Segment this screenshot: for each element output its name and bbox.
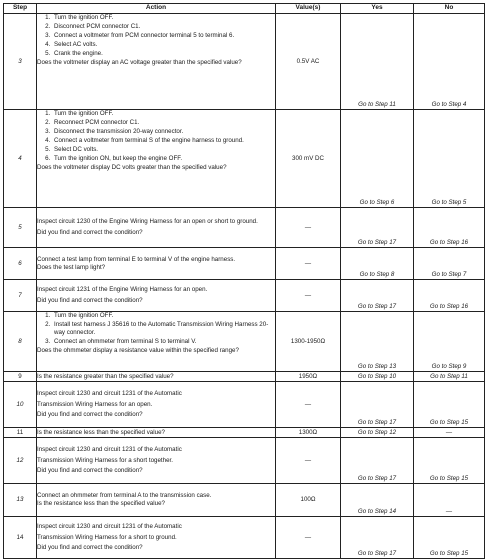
action-cell	[37, 372, 276, 382]
action-text: Inspect circuit 1230 and circuit 1231 of the Automatic	[37, 522, 182, 530]
list-item: 3. Disconnect the transmission 20-way connector.	[52, 128, 275, 136]
step-number: 9	[4, 372, 37, 382]
action-list	[37, 312, 275, 346]
no-cell: Go to Step 16	[414, 208, 485, 248]
action-text: Inspect circuit 1231 of the Engine Wiring Harness for an open.	[37, 286, 208, 294]
action-text: Connect a test lamp from terminal E to terminal V of the engine harness.	[37, 255, 236, 263]
no-cell: Go to Step 15	[414, 382, 485, 428]
table-row	[4, 110, 485, 208]
action-text: Inspect circuit 1230 of the Engine Wiring Harness for an open or short to ground.	[37, 218, 258, 226]
action-cell	[37, 428, 276, 438]
list-item: 1. Turn the ignition OFF.	[52, 110, 275, 118]
step-number: 8	[4, 312, 37, 372]
header-values: Value(s)	[276, 4, 341, 14]
question-text: Did you find and correct the condition?	[37, 467, 143, 475]
step-number: 7	[4, 280, 37, 312]
table-row	[4, 248, 485, 280]
value-cell: —	[276, 208, 341, 248]
header-yes: Yes	[341, 4, 414, 14]
step-number: 3	[4, 14, 37, 110]
no-cell: —	[414, 484, 485, 517]
header-no: No	[414, 4, 485, 14]
action-cell	[37, 110, 276, 208]
action-text: Transmission Wiring Harness for an open.	[37, 400, 153, 408]
no-cell: Go to Step 7	[414, 248, 485, 280]
table-row	[4, 312, 485, 372]
action-cell	[37, 517, 276, 559]
step-number: 10	[4, 382, 37, 428]
table-row	[4, 438, 485, 484]
no-cell: —	[414, 428, 485, 438]
action-list	[37, 14, 275, 58]
question-text: Does the voltmeter display DC volts greater than the specified value?	[37, 163, 227, 171]
step-number: 13	[4, 484, 37, 517]
value-cell: —	[276, 382, 341, 428]
header-step: Step	[4, 4, 37, 14]
action-cell	[37, 312, 276, 372]
step-number: 12	[4, 438, 37, 484]
list-item: 4. Select AC volts.	[52, 41, 275, 49]
value-cell: 0.5V AC	[276, 14, 341, 110]
yes-cell: Go to Step 14	[341, 484, 414, 517]
value-cell: —	[276, 517, 341, 559]
yes-cell: Go to Step 17	[341, 438, 414, 484]
yes-cell: Go to Step 17	[341, 517, 414, 559]
question-text: Is the resistance less than the specified value?	[37, 428, 165, 436]
action-cell	[37, 382, 276, 428]
question-text: Did you find and correct the condition?	[37, 411, 143, 419]
no-cell: Go to Step 9	[414, 312, 485, 372]
list-item: 3. Connect an ohmmeter from terminal S to terminal V.	[52, 338, 275, 346]
no-cell: Go to Step 11	[414, 372, 485, 382]
table-row	[4, 280, 485, 312]
list-item: 5. Select DC volts.	[52, 146, 275, 154]
yes-cell: Go to Step 13	[341, 312, 414, 372]
yes-cell: Go to Step 10	[341, 372, 414, 382]
no-cell: Go to Step 5	[414, 110, 485, 208]
value-cell: —	[276, 438, 341, 484]
yes-cell: Go to Step 17	[341, 208, 414, 248]
table-row	[4, 372, 485, 382]
action-cell	[37, 208, 276, 248]
question-text: Does the voltmeter display an AC voltage greater than the specified value?	[37, 58, 242, 66]
step-number: 5	[4, 208, 37, 248]
step-number: 4	[4, 110, 37, 208]
no-cell: Go to Step 4	[414, 14, 485, 110]
table-row	[4, 14, 485, 110]
value-cell: 1300Ω	[276, 428, 341, 438]
question-text: Did you find and correct the condition?	[37, 544, 143, 552]
step-number: 14	[4, 517, 37, 559]
list-item: 2. Install test harness J 35616 to the Automatic Transmission Wiring Harness 20-way connector.	[52, 321, 275, 337]
yes-cell: Go to Step 12	[341, 428, 414, 438]
question-text: Does the test lamp light?	[37, 263, 106, 271]
header-action: Action	[37, 4, 276, 14]
list-item: 2. Disconnect PCM connector C1.	[52, 23, 275, 31]
list-item: 6. Turn the ignition ON, but keep the engine OFF.	[52, 155, 275, 163]
action-text: Inspect circuit 1230 and circuit 1231 of the Automatic	[37, 389, 182, 397]
question-text: Is the resistance greater than the specified value?	[37, 372, 174, 380]
table-row	[4, 382, 485, 428]
list-item: 1. Turn the ignition OFF.	[52, 14, 275, 22]
value-cell: —	[276, 248, 341, 280]
yes-cell: Go to Step 8	[341, 248, 414, 280]
value-cell: 300 mV DC	[276, 110, 341, 208]
no-cell: Go to Step 15	[414, 517, 485, 559]
value-cell: 1300-1950Ω	[276, 312, 341, 372]
value-cell: 1950Ω	[276, 372, 341, 382]
value-cell: 100Ω	[276, 484, 341, 517]
yes-cell: Go to Step 11	[341, 14, 414, 110]
list-item: 4. Connect a voltmeter from terminal S of the engine harness to ground.	[52, 137, 275, 145]
step-number: 6	[4, 248, 37, 280]
list-item: 3. Connect a voltmeter from PCM connector terminal 5 to terminal 6.	[52, 32, 275, 40]
action-cell	[37, 280, 276, 312]
yes-cell: Go to Step 6	[341, 110, 414, 208]
action-text: Connect an ohmmeter from terminal A to the transmission case.	[37, 492, 212, 500]
yes-cell: Go to Step 17	[341, 382, 414, 428]
action-text: Inspect circuit 1230 and circuit 1231 of the Automatic	[37, 445, 182, 453]
list-item: 5. Crank the engine.	[52, 50, 275, 58]
question-text: Is the resistance less than the specified value?	[37, 500, 165, 507]
action-cell	[37, 438, 276, 484]
question-text: Did you find and correct the condition?	[37, 229, 143, 236]
yes-cell: Go to Step 17	[341, 280, 414, 312]
list-item: 2. Reconnect PCM connector C1.	[52, 119, 275, 127]
list-item: 1. Turn the ignition OFF.	[52, 312, 275, 320]
action-cell	[37, 484, 276, 517]
question-text: Did you find and correct the condition?	[37, 297, 143, 304]
table-row	[4, 208, 485, 248]
no-cell: Go to Step 16	[414, 280, 485, 312]
action-text: Transmission Wiring Harness for a short together.	[37, 456, 173, 464]
action-cell	[37, 248, 276, 280]
diagnostic-page	[3, 3, 484, 559]
table-row	[4, 484, 485, 517]
table-row	[4, 517, 485, 559]
diagnostic-table	[3, 3, 485, 559]
action-text: Transmission Wiring Harness for a short to ground.	[37, 533, 177, 541]
table-row	[4, 428, 485, 438]
question-text: Does the ohmmeter display a resistance value within the specified range?	[37, 346, 239, 354]
value-cell: —	[276, 280, 341, 312]
action-cell	[37, 14, 276, 110]
header-row	[4, 4, 485, 14]
no-cell: Go to Step 15	[414, 438, 485, 484]
action-list	[37, 110, 275, 163]
step-number: 11	[4, 428, 37, 438]
